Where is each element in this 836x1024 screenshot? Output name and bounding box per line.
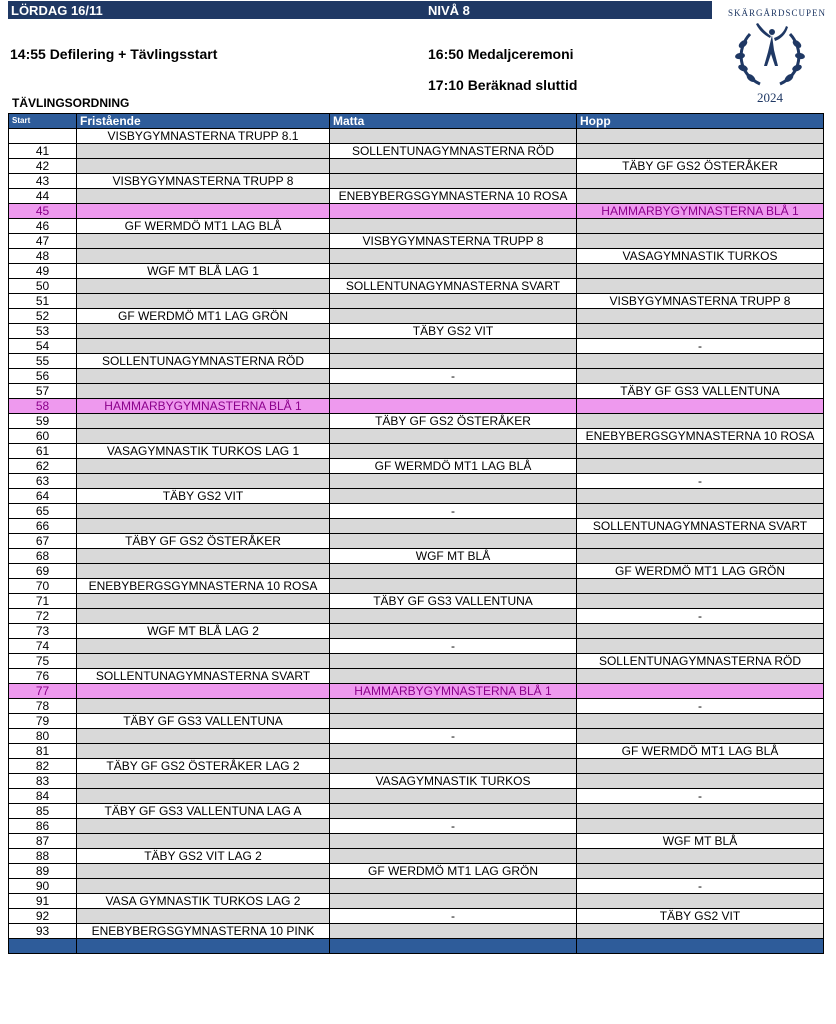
mat-cell: VASAGYMNASTIK TURKOS <box>330 774 577 789</box>
start-number-cell: 46 <box>9 219 77 234</box>
mat-cell <box>330 609 577 624</box>
table-row <box>9 744 824 759</box>
table-row <box>9 519 824 534</box>
column-header-start: Start <box>9 114 77 129</box>
mat-cell <box>330 354 577 369</box>
start-number-cell: 58 <box>9 399 77 414</box>
vault-cell: - <box>577 474 824 489</box>
vault-cell: - <box>577 339 824 354</box>
table-row <box>9 189 824 204</box>
start-number-cell: 85 <box>9 804 77 819</box>
table-row <box>9 429 824 444</box>
start-number-cell: 65 <box>9 504 77 519</box>
vault-cell <box>577 594 824 609</box>
table-row <box>9 894 824 909</box>
floor-cell <box>77 609 330 624</box>
mat-cell <box>330 534 577 549</box>
table-row <box>9 804 824 819</box>
vault-cell <box>577 579 824 594</box>
column-header-mat: Matta <box>330 114 577 129</box>
vault-cell <box>577 144 824 159</box>
mat-cell <box>330 204 577 219</box>
footer-cell <box>330 939 577 954</box>
mat-cell: ENEBYBERGSGYMNASTERNA 10 ROSA <box>330 189 577 204</box>
mat-cell: GF WERDMÖ MT1 LAG GRÖN <box>330 864 577 879</box>
vault-cell: GF WERDMÖ MT1 LAG GRÖN <box>577 564 824 579</box>
floor-cell <box>77 474 330 489</box>
floor-cell <box>77 789 330 804</box>
footer-cell <box>577 939 824 954</box>
vault-cell <box>577 369 824 384</box>
vault-cell <box>577 324 824 339</box>
competition-order-table <box>8 113 824 954</box>
floor-cell <box>77 909 330 924</box>
mat-cell <box>330 474 577 489</box>
start-number-cell: 49 <box>9 264 77 279</box>
table-row <box>9 504 824 519</box>
floor-cell: GF WERMDÖ MT1 LAG BLÅ <box>77 219 330 234</box>
floor-cell <box>77 234 330 249</box>
table-row <box>9 414 824 429</box>
start-number-cell: 82 <box>9 759 77 774</box>
footer-cell <box>9 939 77 954</box>
cup-logo <box>728 4 827 110</box>
floor-cell: SOLLENTUNAGYMNASTERNA RÖD <box>77 354 330 369</box>
floor-cell <box>77 774 330 789</box>
start-number-cell: 59 <box>9 414 77 429</box>
vault-cell <box>577 279 824 294</box>
mat-cell: WGF MT BLÅ <box>330 549 577 564</box>
start-number-cell: 48 <box>9 249 77 264</box>
column-header-vault: Hopp <box>577 114 824 129</box>
start-number-cell: 77 <box>9 684 77 699</box>
start-number-cell: 66 <box>9 519 77 534</box>
mat-cell: TÄBY GS2 VIT <box>330 324 577 339</box>
table-footer-row <box>9 939 824 954</box>
vault-cell <box>577 639 824 654</box>
start-number-cell: 67 <box>9 534 77 549</box>
vault-cell: SOLLENTUNAGYMNASTERNA RÖD <box>577 654 824 669</box>
start-number-cell: 50 <box>9 279 77 294</box>
floor-cell: GF WERDMÖ MT1 LAG GRÖN <box>77 309 330 324</box>
vault-cell <box>577 309 824 324</box>
table-row <box>9 564 824 579</box>
mat-cell <box>330 924 577 939</box>
vault-cell <box>577 549 824 564</box>
floor-cell <box>77 639 330 654</box>
day-label: LÖRDAG 16/11 <box>11 3 103 18</box>
table-row <box>9 264 824 279</box>
mat-cell <box>330 489 577 504</box>
table-header-row <box>9 114 824 129</box>
start-number-cell <box>9 129 77 144</box>
vault-cell <box>577 774 824 789</box>
floor-cell <box>77 564 330 579</box>
mat-cell <box>330 519 577 534</box>
mat-cell <box>330 339 577 354</box>
table-row <box>9 204 824 219</box>
floor-cell <box>77 144 330 159</box>
table-row <box>9 819 824 834</box>
floor-cell <box>77 279 330 294</box>
floor-cell <box>77 384 330 399</box>
mat-cell <box>330 579 577 594</box>
start-number-cell: 54 <box>9 339 77 354</box>
floor-cell <box>77 594 330 609</box>
mat-cell <box>330 804 577 819</box>
table-row <box>9 624 824 639</box>
start-number-cell: 51 <box>9 294 77 309</box>
table-row <box>9 669 824 684</box>
start-number-cell: 43 <box>9 174 77 189</box>
vault-cell: - <box>577 789 824 804</box>
floor-cell: ENEBYBERGSGYMNASTERNA 10 ROSA <box>77 579 330 594</box>
start-number-cell: 74 <box>9 639 77 654</box>
mat-cell: - <box>330 819 577 834</box>
table-row <box>9 369 824 384</box>
start-number-cell: 41 <box>9 144 77 159</box>
start-number-cell: 42 <box>9 159 77 174</box>
start-number-cell: 70 <box>9 579 77 594</box>
floor-cell <box>77 159 330 174</box>
table-row <box>9 654 824 669</box>
mat-cell: SOLLENTUNAGYMNASTERNA RÖD <box>330 144 577 159</box>
floor-cell: SOLLENTUNAGYMNASTERNA SVART <box>77 669 330 684</box>
mat-cell <box>330 309 577 324</box>
start-number-cell: 81 <box>9 744 77 759</box>
vault-cell <box>577 189 824 204</box>
floor-cell: TÄBY GF GS3 VALLENTUNA LAG A <box>77 804 330 819</box>
vault-cell: - <box>577 609 824 624</box>
vault-cell: WGF MT BLÅ <box>577 834 824 849</box>
table-row <box>9 324 824 339</box>
floor-cell <box>77 879 330 894</box>
vault-cell <box>577 489 824 504</box>
start-number-cell: 80 <box>9 729 77 744</box>
floor-cell <box>77 189 330 204</box>
table-row <box>9 309 824 324</box>
floor-cell <box>77 249 330 264</box>
table-row <box>9 174 824 189</box>
vault-cell: - <box>577 879 824 894</box>
vault-cell <box>577 849 824 864</box>
vault-cell: HAMMARBYGYMNASTERNA BLÅ 1 <box>577 204 824 219</box>
start-number-cell: 90 <box>9 879 77 894</box>
title-bar <box>8 1 712 19</box>
mat-cell <box>330 789 577 804</box>
floor-cell <box>77 294 330 309</box>
vault-cell: - <box>577 699 824 714</box>
mat-cell: SOLLENTUNAGYMNASTERNA SVART <box>330 279 577 294</box>
start-number-cell: 56 <box>9 369 77 384</box>
start-number-cell: 57 <box>9 384 77 399</box>
vault-cell <box>577 459 824 474</box>
table-row <box>9 834 824 849</box>
table-row <box>9 219 824 234</box>
mat-cell <box>330 699 577 714</box>
start-number-cell: 64 <box>9 489 77 504</box>
table-row <box>9 384 824 399</box>
table-row <box>9 789 824 804</box>
mat-cell: TÄBY GF GS3 VALLENTUNA <box>330 594 577 609</box>
vault-cell <box>577 174 824 189</box>
table-row <box>9 609 824 624</box>
floor-cell: TÄBY GS2 VIT LAG 2 <box>77 849 330 864</box>
mat-cell <box>330 624 577 639</box>
mat-cell: TÄBY GF GS2 ÖSTERÅKER <box>330 414 577 429</box>
table-row <box>9 354 824 369</box>
floor-cell <box>77 324 330 339</box>
start-number-cell: 79 <box>9 714 77 729</box>
table-row <box>9 474 824 489</box>
mat-cell <box>330 384 577 399</box>
start-number-cell: 92 <box>9 909 77 924</box>
mat-cell: - <box>330 369 577 384</box>
mat-cell <box>330 399 577 414</box>
mat-cell: - <box>330 639 577 654</box>
start-number-cell: 89 <box>9 864 77 879</box>
start-number-cell: 72 <box>9 609 77 624</box>
vault-cell <box>577 714 824 729</box>
vault-cell <box>577 669 824 684</box>
floor-cell: WGF MT BLÅ LAG 1 <box>77 264 330 279</box>
floor-cell <box>77 414 330 429</box>
floor-cell: VASA GYMNASTIK TURKOS LAG 2 <box>77 894 330 909</box>
start-number-cell: 88 <box>9 849 77 864</box>
vault-cell <box>577 759 824 774</box>
start-number-cell: 87 <box>9 834 77 849</box>
start-number-cell: 52 <box>9 309 77 324</box>
vault-cell <box>577 219 824 234</box>
logo-year: 2024 <box>757 90 783 105</box>
mat-cell: GF WERMDÖ MT1 LAG BLÅ <box>330 459 577 474</box>
start-number-cell: 91 <box>9 894 77 909</box>
table-row <box>9 684 824 699</box>
vault-cell <box>577 399 824 414</box>
medal-ceremony-info: 16:50 Medaljceremoni <box>428 46 574 62</box>
mat-cell <box>330 249 577 264</box>
vault-cell <box>577 864 824 879</box>
start-number-cell: 47 <box>9 234 77 249</box>
floor-cell: TÄBY GF GS2 ÖSTERÅKER <box>77 534 330 549</box>
floor-cell <box>77 819 330 834</box>
floor-cell <box>77 729 330 744</box>
start-number-cell: 44 <box>9 189 77 204</box>
vault-cell <box>577 684 824 699</box>
table-row <box>9 489 824 504</box>
start-number-cell: 63 <box>9 474 77 489</box>
table-row <box>9 909 824 924</box>
table-row <box>9 864 824 879</box>
vault-cell <box>577 924 824 939</box>
start-number-cell: 76 <box>9 669 77 684</box>
mat-cell <box>330 174 577 189</box>
mat-cell <box>330 879 577 894</box>
start-number-cell: 69 <box>9 564 77 579</box>
table-row <box>9 249 824 264</box>
mat-cell: HAMMARBYGYMNASTERNA BLÅ 1 <box>330 684 577 699</box>
table-row <box>9 234 824 249</box>
table-row <box>9 924 824 939</box>
footer-cell <box>77 939 330 954</box>
mat-cell <box>330 564 577 579</box>
start-time-info: 14:55 Defilering + Tävlingsstart <box>10 46 218 62</box>
floor-cell <box>77 339 330 354</box>
start-number-cell: 68 <box>9 549 77 564</box>
start-number-cell: 78 <box>9 699 77 714</box>
start-number-cell: 62 <box>9 459 77 474</box>
floor-cell <box>77 504 330 519</box>
table-row <box>9 549 824 564</box>
mat-cell <box>330 219 577 234</box>
floor-cell: VISBYGYMNASTERNA TRUPP 8.1 <box>77 129 330 144</box>
start-number-cell: 55 <box>9 354 77 369</box>
vault-cell <box>577 624 824 639</box>
mat-cell <box>330 264 577 279</box>
table-row <box>9 714 824 729</box>
mat-cell <box>330 159 577 174</box>
mat-cell: - <box>330 909 577 924</box>
floor-cell <box>77 369 330 384</box>
vault-cell: GF WERMDÖ MT1 LAG BLÅ <box>577 744 824 759</box>
floor-cell: TÄBY GF GS3 VALLENTUNA <box>77 714 330 729</box>
mat-cell: - <box>330 729 577 744</box>
mat-cell <box>330 744 577 759</box>
mat-cell <box>330 834 577 849</box>
mat-cell: - <box>330 504 577 519</box>
floor-cell: TÄBY GS2 VIT <box>77 489 330 504</box>
vault-cell: SOLLENTUNAGYMNASTERNA SVART <box>577 519 824 534</box>
level-label: NIVÅ 8 <box>428 3 470 18</box>
floor-cell <box>77 864 330 879</box>
table-row <box>9 399 824 414</box>
table-row <box>9 699 824 714</box>
vault-cell: VISBYGYMNASTERNA TRUPP 8 <box>577 294 824 309</box>
vault-cell: TÄBY GF GS2 ÖSTERÅKER <box>577 159 824 174</box>
vault-cell <box>577 504 824 519</box>
mat-cell <box>330 894 577 909</box>
vault-cell <box>577 414 824 429</box>
start-number-cell: 84 <box>9 789 77 804</box>
logo-title: SKÄRGÅRDSCUPEN <box>728 8 827 18</box>
vault-cell <box>577 819 824 834</box>
vault-cell <box>577 444 824 459</box>
floor-cell <box>77 834 330 849</box>
start-number-cell: 60 <box>9 429 77 444</box>
start-number-cell: 86 <box>9 819 77 834</box>
floor-cell <box>77 459 330 474</box>
start-number-cell: 53 <box>9 324 77 339</box>
vault-cell <box>577 354 824 369</box>
floor-cell: HAMMARBYGYMNASTERNA BLÅ 1 <box>77 399 330 414</box>
floor-cell: VISBYGYMNASTERNA TRUPP 8 <box>77 174 330 189</box>
table-row <box>9 129 824 144</box>
start-number-cell: 83 <box>9 774 77 789</box>
floor-cell <box>77 654 330 669</box>
column-header-floor: Fristående <box>77 114 330 129</box>
table-row <box>9 339 824 354</box>
floor-cell <box>77 429 330 444</box>
mat-cell <box>330 849 577 864</box>
table-row <box>9 849 824 864</box>
vault-cell <box>577 264 824 279</box>
table-row <box>9 459 824 474</box>
vault-cell: ENEBYBERGSGYMNASTERNA 10 ROSA <box>577 429 824 444</box>
vault-cell: TÄBY GS2 VIT <box>577 909 824 924</box>
vault-cell: VASAGYMNASTIK TURKOS <box>577 249 824 264</box>
start-number-cell: 61 <box>9 444 77 459</box>
floor-cell <box>77 684 330 699</box>
mat-cell: VISBYGYMNASTERNA TRUPP 8 <box>330 234 577 249</box>
table-row <box>9 639 824 654</box>
section-title: TÄVLINGSORDNING <box>12 96 130 110</box>
mat-cell <box>330 129 577 144</box>
vault-cell <box>577 729 824 744</box>
table-row <box>9 534 824 549</box>
floor-cell <box>77 699 330 714</box>
table-row <box>9 759 824 774</box>
floor-cell: WGF MT BLÅ LAG 2 <box>77 624 330 639</box>
mat-cell <box>330 429 577 444</box>
vault-cell: TÄBY GF GS3 VALLENTUNA <box>577 384 824 399</box>
table-row <box>9 294 824 309</box>
floor-cell <box>77 744 330 759</box>
vault-cell <box>577 804 824 819</box>
table-row <box>9 729 824 744</box>
start-number-cell: 73 <box>9 624 77 639</box>
vault-cell <box>577 534 824 549</box>
floor-cell: VASAGYMNASTIK TURKOS LAG 1 <box>77 444 330 459</box>
end-time-info: 17:10 Beräknad sluttid <box>428 77 578 93</box>
mat-cell <box>330 759 577 774</box>
start-number-cell: 93 <box>9 924 77 939</box>
table-row <box>9 774 824 789</box>
floor-cell <box>77 549 330 564</box>
table-row <box>9 279 824 294</box>
mat-cell <box>330 714 577 729</box>
floor-cell: TÄBY GF GS2 ÖSTERÅKER LAG 2 <box>77 759 330 774</box>
mat-cell <box>330 654 577 669</box>
mat-cell <box>330 294 577 309</box>
table-row <box>9 594 824 609</box>
table-row <box>9 579 824 594</box>
mat-cell <box>330 669 577 684</box>
floor-cell: ENEBYBERGSGYMNASTERNA 10 PINK <box>77 924 330 939</box>
table-row <box>9 879 824 894</box>
start-number-cell: 75 <box>9 654 77 669</box>
floor-cell <box>77 519 330 534</box>
table-row <box>9 144 824 159</box>
table-row <box>9 159 824 174</box>
vault-cell <box>577 234 824 249</box>
start-number-cell: 71 <box>9 594 77 609</box>
start-number-cell: 45 <box>9 204 77 219</box>
vault-cell <box>577 894 824 909</box>
mat-cell <box>330 444 577 459</box>
floor-cell <box>77 204 330 219</box>
table-row <box>9 444 824 459</box>
vault-cell <box>577 129 824 144</box>
